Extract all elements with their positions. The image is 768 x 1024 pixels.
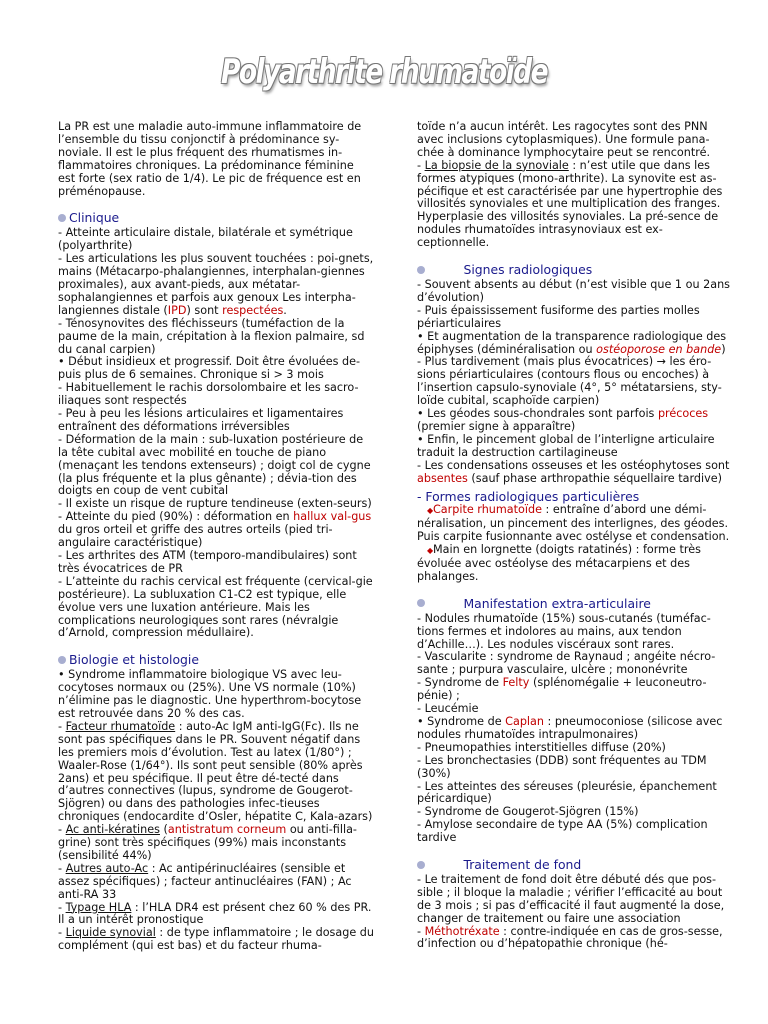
list-item: - Nodules rhumatoïde (15%) sous-cutanés (tuméfac-tions fermes et indolores au mains, aux tendon d’Achille…). Les nodules viscéraux sont rares.: [417, 611, 711, 651]
bullet-icon: [58, 656, 66, 664]
list-item: - Syndrome de Felty (splénomégalie + leuconeutro-pénie) ;: [417, 676, 707, 703]
list-item: - Déformation de la main : sub-luxation postérieure de la tête cubital avec mobilité en touche de piano (menaçant les tendons extenseurs) ; doigt col de cygne (la plus fréquente et la plus gênante) ; dévia-tion des doigts en coup de vent cubital: [58, 432, 371, 498]
diamond-bullet-icon: ◆: [427, 546, 434, 556]
list-item: - Ac anti-kératines (antistratum corneum ou anti-filla-grine) sont très spécifiques (99%) mais inconstants (sensibilité 44%): [58, 823, 357, 862]
list-item: - Atteinte du pied (90%) : déformation en hallux val-gus du gros orteil et griffe des autres orteils (pied tri-angulaire caractéristique): [58, 510, 372, 550]
list-item: - Facteur rhumatoïde : auto-Ac IgM anti-IgG(Fc). Ils ne sont pas spécifiques dans le PR. Souvent négatif dans les premiers mois d’évolution. Test au latex (1/80°) ; Waaler-Rose (1/64°). Ils sont peut sensible (80% après 2ans) et peu spécifique. Il peut être dé-tecté dans d’autres connectives (lupus, syndrome de Gougerot-Sjögren) ou dans des pathologies infec-tieuses chroniques (endocardite d’Osler, hépatite C, Kala-azars): [58, 719, 373, 824]
list-item: - Syndrome de Gougerot-Sjögren (15%): [417, 805, 639, 819]
section-heading-radio: Signes radiologiques: [417, 264, 735, 277]
list-item: - Autres auto-Ac : Ac antipérinucléaires (sensible et assez spécifiques) ; facteur antinucléaires (FAN) ; Ac anti-RA 33: [58, 861, 352, 901]
section-heading-biologie: Biologie et histologie: [58, 654, 374, 667]
list-item: - Leucémie: [417, 702, 479, 716]
list-item: - Les arthrites des ATM (temporo-mandibulaires) sont très évocatrices de PR: [58, 549, 357, 575]
list-item: • Début insidieux et progressif. Doit être évoluées de-puis plus de 6 semaines. Chronique si > 3 mois: [58, 355, 361, 382]
list-item: • Enfin, le pincement global de l’interligne articulaire traduit la destruction cartilagineuse: [417, 432, 715, 459]
list-item: - Puis épaississement fusiforme des parties molles périarticulaires: [417, 303, 700, 330]
list-item: • Et augmentation de la transparence radiologique des épiphyses (déminéralisation ou ostéoporose en bande): [417, 329, 727, 356]
list-item: - L’atteinte du rachis cervical est fréquente (cervical-gie postérieure). La subluxation C1-C2 est typique, elle évolue vers une luxation antérieure. Mais les complications neurologiques sont rares (névralgie d’Arnold, compression médullaire).: [58, 574, 373, 640]
list-item: ◆Carpite rhumatoïde : entraîne d’abord une démi-néralisation, un pincement des interlignes, des géodes. Puis carpite fusionnante avec ostélyse et condensation.: [417, 503, 730, 544]
page-title: Polyarthrite rhumatoïde: [220, 52, 548, 92]
list-item: - Les condensations osseuses et les ostéophytoses sont absentes (sauf phase arthropathie séquellaire tardive): [417, 458, 730, 485]
list-item: - Atteinte articulaire distale, bilatérale et symétrique (polyarthrite): [58, 226, 353, 253]
list-item: - Peu à peu les lésions articulaires et ligamentaires entraînent des déformations irréversibles: [58, 407, 344, 433]
section-heading-clinique: Clinique: [58, 212, 374, 225]
bullet-icon: [417, 266, 425, 274]
list-item: - Habituellement le rachis dorsolombaire et les sacro-iliaques sont respectés: [58, 381, 359, 408]
list-item: - Les atteintes des séreuses (pleurésie, épanchement péricardique): [417, 779, 717, 806]
left-column: [58, 121, 374, 953]
bullet-icon: [417, 861, 425, 869]
intro-paragraph: La PR est une maladie auto-immune inflammatoire de l’ensemble du tissu conjonctif à prédominance sy-noviale. Il est le plus fréquent des rhumatismes in-flammatoires chroniques. La prédominance féminine est forte (sex ratio de 1/4). Le pic de fréquence est en préménopause.: [58, 120, 362, 198]
list-item: - Les bronchectasies (DDB) sont fréquentes au TDM (30%): [417, 753, 707, 780]
list-item: - Liquide synovial : de type inflammatoire ; le dosage du complément (qui est bas) et du facteur rhuma-: [58, 926, 374, 953]
bullet-icon: [58, 214, 66, 222]
list-item: - Méthotréxate : contre-indiquée en cas de gros-sesse, d’infection ou d’hépatopathie chronique (hé-: [417, 924, 723, 951]
list-item: - Amylose secondaire de type AA (5%) complication tardive: [417, 818, 708, 845]
list-item: - Il existe un risque de rupture tendineuse (exten-seurs): [58, 497, 372, 511]
list-item: - Pneumopathies interstitielles diffuse (20%): [417, 740, 666, 754]
list-item: • Les géodes sous-chondrales sont parfois précoces (premier signe à apparaître): [417, 407, 709, 433]
list-item: - Typage HLA : l’HLA DR4 est présent chez 60 % des PR. Il a un intérêt pronostique: [58, 900, 372, 927]
list-item: - Les articulations les plus souvent touchées : poi-gnets, mains (Métacarpo-phalangiennes, interphalan-giennes proximales), aux avant-pieds, aux métatar-sophalangiennes et parfois aux genoux Les interpha-langiennes distale (IPD) sont respectées.: [58, 252, 374, 317]
continued-paragraph: toïde n’a aucun intérêt. Les ragocytes sont des PNN avec inclusions cytoplasmiques). Une formule pana-chée à dominance lymphocytaire peut se rencontré.: [417, 120, 711, 159]
list-item: • Syndrome inflammatoire biologique VS avec leu-cocytoses normaux ou (25%). Une VS normale (10%) n’élimine pas le diagnostic. Une hyperthrom-bocytose est retrouvée dans 20 % des cas.: [58, 668, 362, 720]
subsection-heading-formes: - Formes radiologiques particulières: [417, 489, 640, 505]
list-item: - Le traitement de fond doit être débuté dés que pos-sible ; il bloque la maladie ; vérifier l’efficacité au bout de 3 mois ; si pas d’efficacité il faut augmenté la dose, changer de traitement ou faire une association: [417, 872, 725, 925]
section-heading-extra: Manifestation extra-articulaire: [417, 598, 735, 611]
list-item: - Ténosynovites des fléchisseurs (tuméfaction de la paume de la main, crépitation à la flexion palmaire, sd du canal carpien): [58, 316, 365, 356]
section-heading-traitement: Traitement de fond: [417, 859, 735, 872]
bullet-icon: [417, 599, 425, 607]
diamond-bullet-icon: ◆: [427, 506, 434, 516]
right-column: [417, 121, 735, 951]
list-item: - Souvent absents au début (n’est visible que 1 ou 2ans d’évolution): [417, 277, 730, 304]
list-item: • Syndrome de Caplan : pneumoconiose (silicose avec nodules rhumatoïdes intrapulmonaires): [417, 714, 723, 741]
list-item: - Plus tardivement (mais plus évocatrices) → les éro-sions périarticulaires (contours flous ou encoches) à l’insertion capsulo-synoviale (4°, 5° métatarsiens, sty-loïde cubital, scaphoïde carpien): [417, 355, 722, 408]
list-item: ◆Main en lorgnette (doigts ratatinés) : forme très évoluée avec ostéolyse des métacarpiens et des phalanges.: [417, 543, 701, 583]
list-item: - Vascularite : syndrome de Raynaud ; angéite nécro-sante ; purpura vasculaire, ulcère ; mononévrite: [417, 650, 716, 677]
list-item: - La biopsie de la synoviale : n’est utile que dans les formes atypiques (mono-arthrite). La synovite est as-pécifique et est caractérisée par une hypertrophie des villosités synoviales et une multiplication des franges. Hyperplasie des villosités synoviales. La pré-sence de nodules rhumatoïdes intrasynoviaux est ex-ceptionnelle.: [417, 158, 723, 250]
